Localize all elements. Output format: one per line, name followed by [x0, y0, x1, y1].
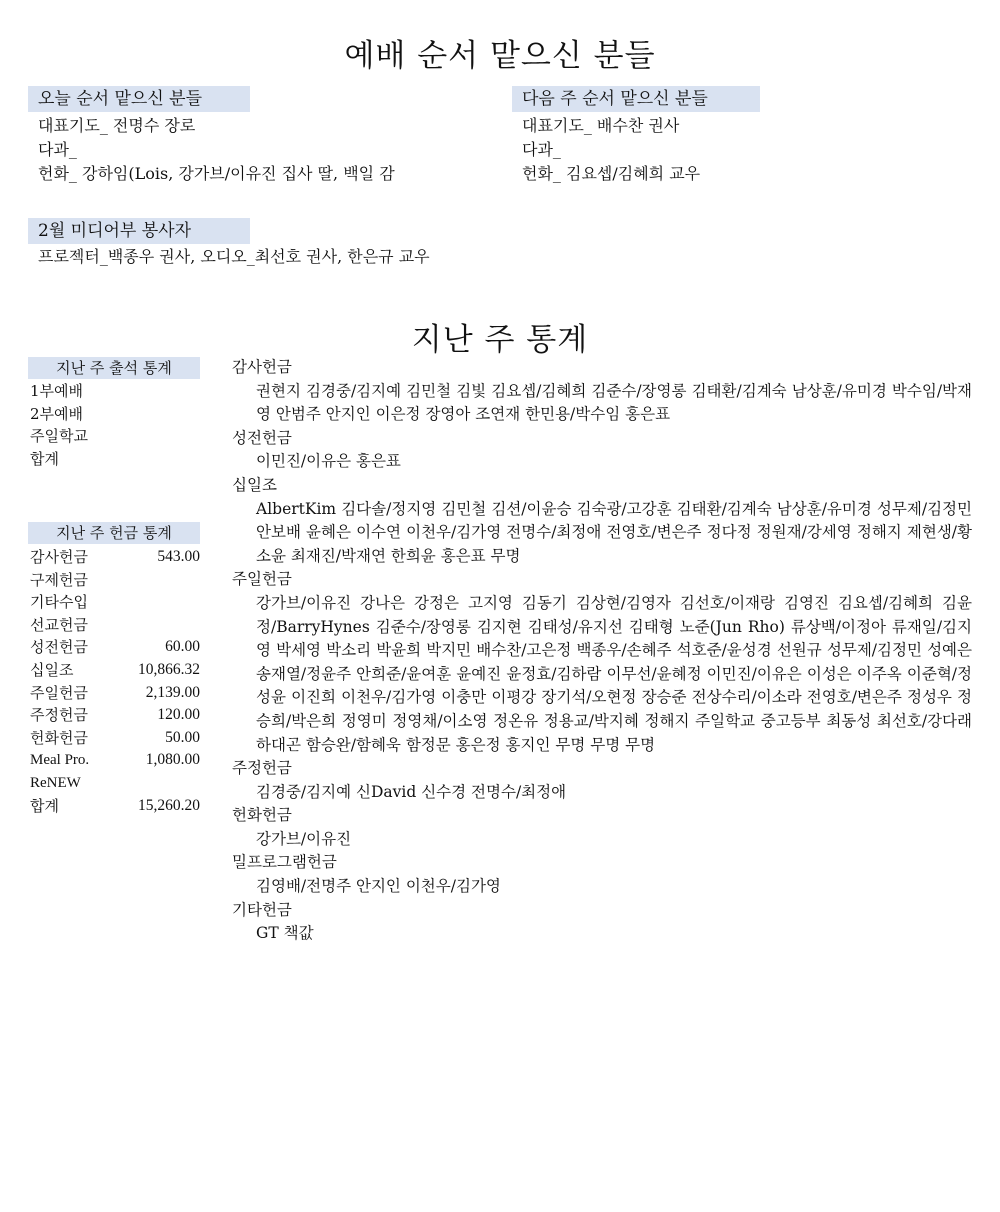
offering-label: 주일헌금	[30, 683, 88, 702]
category-donors: 김경중/김지예 신David 신수경 전명수/최정애	[256, 782, 567, 801]
offering-row	[30, 591, 200, 614]
category-donors: 강가브/이유진 강나은 강정은 고지영 김동기 김상현/김영자 김선호/이재랑 김영진 김요셉/김혜희 김윤정/BarryHynes 김준수/장영롱 김지현 김태성/유지선 김태형 노준(Jun Rho) 류상백/이정아 류재일/김지영 박세영 박소리 박윤희 박지민 배수찬/고은정 백종우/손혜주 석호준/윤성경 선원규 성무제/김정민 성예은 송재열/정윤주 안희준/윤여훈 윤예진 윤정효/김하람 이무선/윤혜정 이민진/이유은 이성은 이주옥 이준혁/정성윤 이진희 이천우/김가영 이충만 이평강 장기석/오현정 장승준 전상수리/이소라 전영호/변은주 정성우 정승희/박은희 정영미 정영채/이소영 정온유 정용교/박지혜 정해지 주일학교 중고등부 최동성 최선호/강다래 하대곤 함승완/함혜욱 함정문 홍은정 홍지인 무명 무명 무명	[256, 593, 972, 754]
offering-label: 선교헌금	[30, 615, 88, 634]
offering-amount: 10,866.32	[138, 660, 200, 678]
offering-label: 성전헌금	[30, 638, 88, 657]
attendance-row	[30, 380, 200, 403]
offering-label: 헌화헌금	[30, 728, 88, 747]
offering-amount: 543.00	[157, 548, 200, 565]
attendance-table	[30, 380, 200, 470]
next-week-prayer: 대표기도_ 배수찬 권사	[522, 116, 680, 135]
offering-heading: 지난 주 헌금 통계	[28, 522, 200, 544]
today-list	[38, 114, 395, 186]
offering-row	[30, 614, 200, 637]
offering-row	[30, 682, 200, 705]
offering-label: ReNEW	[30, 774, 81, 791]
category-heading: 기타헌금	[232, 900, 292, 919]
category-donors: AlbertKim 김다솔/정지영 김민철 김션/이윤승 김숙광/고강훈 김태환/김계숙 남상훈/유미경 성무제/김정민 안보배 윤혜은 이수연 이천우/김가영 전명수/최정애 전영호/변은주 정다정 정원재/강세영 정해지 제현생/황소윤 최재진/박재연 한희윤 홍은표 무명	[256, 499, 972, 565]
category-heading: 십일조	[232, 475, 277, 494]
category-heading: 주정헌금	[232, 759, 292, 778]
offering-label: 기타수입	[30, 593, 88, 612]
offering-label: Meal Pro.	[30, 752, 90, 769]
offering-row	[30, 727, 200, 750]
offering-label: 합계	[30, 796, 59, 815]
stats-title: 지난 주 통계	[411, 322, 589, 358]
offering-row	[30, 772, 200, 795]
attendance-label: 주일학교	[30, 427, 88, 446]
offering-label: 구제헌금	[30, 570, 88, 589]
next-week-flowers: 헌화_ 김요셉/김혜희 교우	[522, 164, 701, 183]
attendance-row	[30, 403, 200, 426]
offering-row	[30, 659, 200, 682]
offering-row	[30, 749, 200, 772]
media-volunteers: 프로젝터_백종우 권사, 오디오_최선호 권사, 한은규 교우	[38, 247, 430, 266]
offering-label: 감사헌금	[30, 548, 88, 566]
attendance-label: 2부예배	[30, 404, 84, 423]
attendance-label: 1부예배	[30, 382, 84, 400]
today-flowers: 헌화_ 강하임(Lois, 강가브/이유진 집사 딸, 백일 감	[38, 164, 395, 183]
today-prayer: 대표기도_ 전명수 장로	[38, 116, 196, 135]
offering-amount: 15,260.20	[138, 796, 200, 814]
next-week-list	[522, 114, 700, 186]
offering-amount: 1,080.00	[145, 751, 200, 769]
category-donors: 김영배/전명주 안지인 이천우/김가영	[256, 877, 501, 896]
donor-list	[232, 356, 977, 946]
next-week-refreshment: 다과_	[522, 140, 561, 159]
today-refreshment: 다과_	[38, 140, 77, 159]
category-donors: 이민진/이유은 홍은표	[256, 452, 401, 471]
offering-amount: 50.00	[165, 728, 200, 746]
attendance-heading: 지난 주 출석 통계	[28, 357, 200, 379]
offering-amount: 60.00	[165, 638, 200, 656]
attendance-row	[30, 425, 200, 448]
category-heading: 주일헌금	[232, 570, 292, 589]
offering-amount: 120.00	[157, 706, 200, 724]
offering-row	[30, 569, 200, 592]
offering-row	[30, 795, 200, 818]
category-heading: 감사헌금	[232, 358, 292, 376]
offering-row	[30, 546, 200, 569]
offering-label: 십일조	[30, 660, 74, 679]
offering-table	[30, 546, 200, 817]
category-heading: 성전헌금	[232, 428, 292, 447]
category-heading: 밀프로그램헌금	[232, 853, 337, 872]
category-donors: 권현지 김경중/김지예 김민철 김빛 김요셉/김혜희 김준수/장영롱 김태환/김계숙 남상훈/유미경 박수임/박재영 안범주 안지인 이은정 장영아 조연재 한민용/박수임 홍은표	[256, 381, 972, 424]
attendance-label: 합계	[30, 449, 59, 468]
offering-label: 주정헌금	[30, 706, 88, 725]
today-heading: 오늘 순서 맡으신 분들	[28, 86, 250, 112]
page-title: 예배 순서 맡으신 분들	[344, 38, 656, 74]
attendance-row	[30, 448, 200, 471]
media-heading: 2월 미디어부 봉사자	[28, 218, 250, 244]
offering-row	[30, 704, 200, 727]
category-heading: 헌화헌금	[232, 806, 292, 825]
category-donors: 강가브/이유진	[256, 829, 352, 848]
category-donors: GT 책값	[256, 924, 314, 943]
offering-row	[30, 636, 200, 659]
next-week-heading: 다음 주 순서 맡으신 분들	[512, 86, 760, 112]
offering-amount: 2,139.00	[145, 683, 200, 701]
